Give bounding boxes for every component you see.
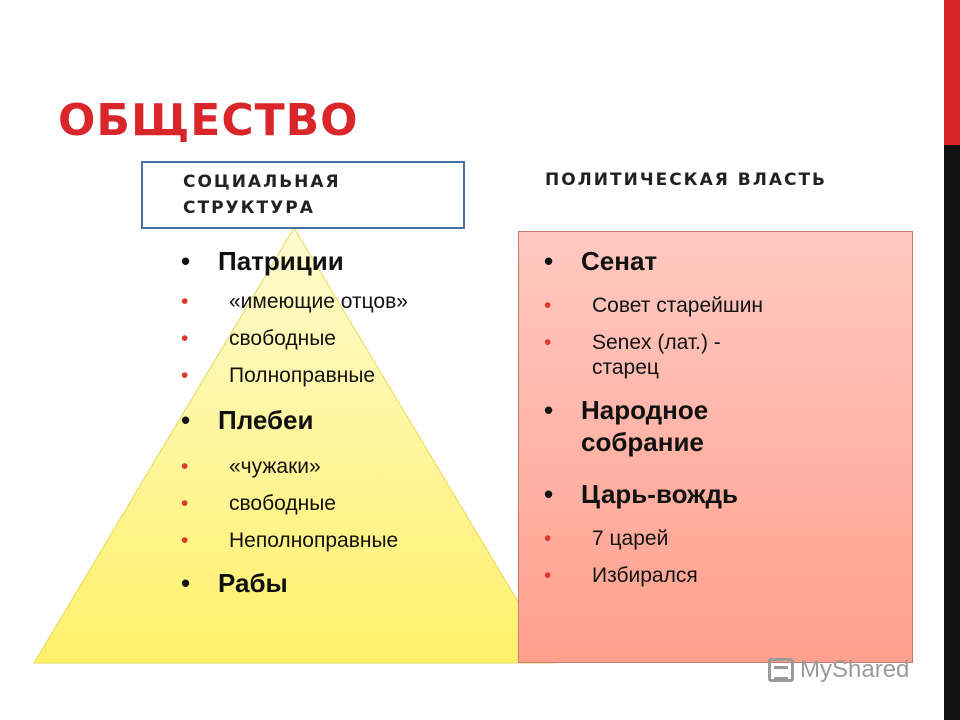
social-structure-list (181, 245, 408, 599)
list-item-label: • Патриции (181, 245, 408, 277)
political-power-header: ПОЛИТИЧЕСКАЯ ВЛАСТЬ (545, 170, 828, 190)
sublist-item: • «имеющие отцов» (181, 289, 408, 314)
sublist-item: • свободные (181, 491, 408, 516)
sublist (544, 293, 782, 380)
list-item (181, 245, 408, 388)
political-power-list (544, 245, 782, 596)
social-structure-header: СОЦИАЛЬНАЯ СТРУКТУРА (141, 161, 465, 229)
sublist-item: • свободные (181, 326, 408, 351)
watermark (768, 656, 909, 684)
list-item (181, 404, 408, 553)
sublist-item: • Избирался (544, 563, 782, 588)
sublist (544, 526, 782, 588)
sublist-item: • Senex (лат.) - старец (544, 330, 782, 380)
list-item-label: • Народное собрание (544, 394, 781, 458)
sublist (181, 289, 408, 388)
sublist-item: • «чужаки» (181, 454, 408, 479)
sublist-item: • Совет старейшин (544, 293, 782, 318)
sublist-item: • 7 царей (544, 526, 782, 551)
sublist-item: • Неполноправные (181, 528, 408, 553)
list-item-label: • Рабы (181, 567, 408, 599)
list-item-label: • Плебеи (181, 404, 408, 436)
list-item-label: • Сенат (544, 245, 782, 277)
sublist (181, 454, 408, 553)
list-item (544, 394, 782, 458)
watermark-text: MyShared (800, 656, 910, 683)
list-item-label: • Царь-вождь (544, 478, 782, 510)
list-item (544, 478, 782, 588)
slide-title: ОБЩЕСТВО (58, 95, 359, 146)
list-item (181, 567, 408, 599)
list-item (544, 245, 782, 380)
sublist-item: • Полноправные (181, 363, 408, 388)
presentation-board-icon (768, 658, 794, 682)
